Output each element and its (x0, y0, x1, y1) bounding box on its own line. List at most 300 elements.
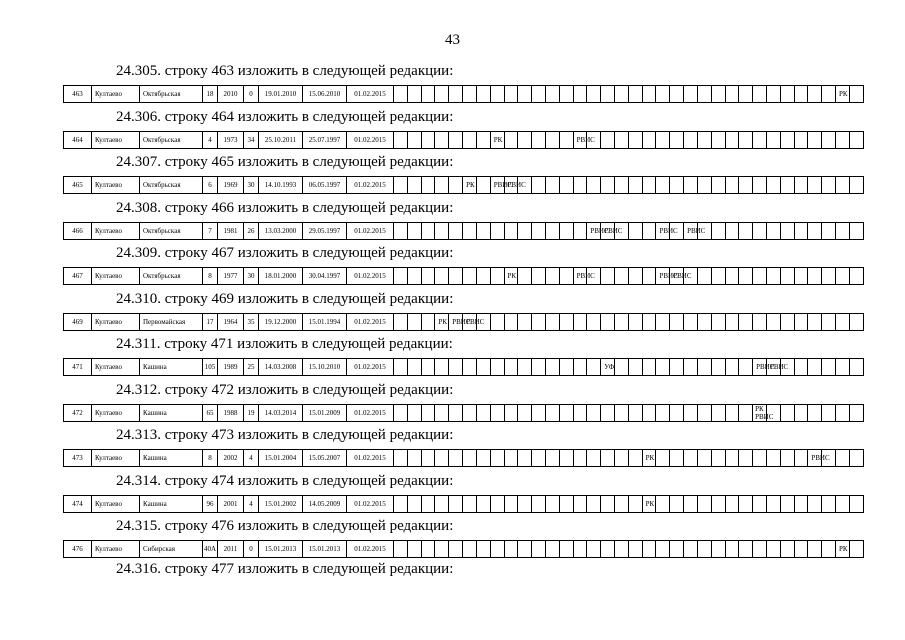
mark-cell: РВИС (601, 222, 615, 239)
empty-cell (394, 495, 408, 512)
table-row (64, 86, 864, 103)
empty-cell (711, 359, 725, 376)
table-cell: 30 (244, 177, 259, 194)
table-cell: 1977 (218, 268, 244, 285)
empty-cell (518, 86, 532, 103)
mark-cell: УФ (601, 359, 615, 376)
empty-cell (697, 404, 711, 421)
empty-cell (780, 450, 794, 467)
empty-cell (490, 450, 504, 467)
mark-cell: РВИС (504, 177, 518, 194)
section-heading: 24.314. строку 474 изложить в следующей редакции: (116, 472, 454, 489)
table-cell: 15.01.2004 (259, 450, 303, 467)
empty-cell (559, 359, 573, 376)
empty-cell (573, 177, 587, 194)
empty-cell (518, 222, 532, 239)
section-heading-last: 24.316. строку 477 изложить в следующей редакции: (116, 560, 454, 577)
table-row (64, 450, 864, 467)
empty-cell (532, 268, 546, 285)
empty-cell (697, 359, 711, 376)
empty-cell (628, 495, 642, 512)
empty-cell (836, 268, 850, 285)
empty-cell (849, 86, 863, 103)
table-cell: 01.02.2015 (347, 131, 394, 148)
empty-cell (545, 86, 559, 103)
empty-cell (628, 177, 642, 194)
empty-cell (407, 404, 421, 421)
empty-cell (836, 404, 850, 421)
table-cell: Култаево (92, 495, 140, 512)
table-cell: 2001 (218, 495, 244, 512)
table-cell: 25.07.1997 (303, 131, 347, 148)
empty-cell (739, 404, 753, 421)
empty-cell (615, 495, 629, 512)
table-cell: 18.01.2000 (259, 268, 303, 285)
empty-cell (753, 222, 767, 239)
table-cell: 471 (64, 359, 92, 376)
empty-cell (697, 131, 711, 148)
table-cell: 18 (203, 86, 218, 103)
empty-cell (518, 359, 532, 376)
table-cell: 474 (64, 495, 92, 512)
empty-cell (725, 313, 739, 330)
table-cell: 1989 (218, 359, 244, 376)
empty-cell (435, 268, 449, 285)
empty-cell (615, 359, 629, 376)
empty-cell (739, 450, 753, 467)
empty-cell (559, 495, 573, 512)
empty-cell (753, 313, 767, 330)
empty-cell (808, 359, 822, 376)
empty-cell (394, 541, 408, 558)
empty-cell (587, 404, 601, 421)
empty-cell (628, 86, 642, 103)
table-cell: Кашина (140, 359, 203, 376)
empty-cell (670, 495, 684, 512)
empty-cell (836, 131, 850, 148)
empty-cell (559, 131, 573, 148)
empty-cell (532, 86, 546, 103)
table-cell: 01.02.2015 (347, 450, 394, 467)
empty-cell (476, 86, 490, 103)
empty-cell (559, 450, 573, 467)
table-row (64, 359, 864, 376)
register-row-table (63, 267, 864, 285)
empty-cell (725, 131, 739, 148)
empty-cell (684, 131, 698, 148)
table-cell: 17 (203, 313, 218, 330)
empty-cell (808, 541, 822, 558)
mark-cell: РК (490, 131, 504, 148)
mark-cell: РВИС (573, 268, 587, 285)
empty-cell (573, 541, 587, 558)
empty-cell (504, 86, 518, 103)
empty-cell (697, 450, 711, 467)
empty-cell (421, 222, 435, 239)
table-cell: 463 (64, 86, 92, 103)
table-cell: 15.01.1994 (303, 313, 347, 330)
table-cell: Култаево (92, 313, 140, 330)
table-cell: 0 (244, 86, 259, 103)
empty-cell (573, 495, 587, 512)
empty-cell (711, 450, 725, 467)
empty-cell (601, 86, 615, 103)
empty-cell (656, 495, 670, 512)
empty-cell (822, 404, 836, 421)
empty-cell (766, 177, 780, 194)
empty-cell (435, 86, 449, 103)
empty-cell (449, 541, 463, 558)
empty-cell (725, 359, 739, 376)
empty-cell (587, 450, 601, 467)
empty-cell (615, 450, 629, 467)
table-cell: 01.02.2015 (347, 86, 394, 103)
empty-cell (739, 541, 753, 558)
register-row-table (63, 131, 864, 149)
empty-cell (601, 177, 615, 194)
empty-cell (822, 86, 836, 103)
table-cell: 466 (64, 222, 92, 239)
empty-cell (615, 313, 629, 330)
empty-cell (711, 268, 725, 285)
table-cell: 2011 (218, 541, 244, 558)
table-cell: 2002 (218, 450, 244, 467)
empty-cell (780, 404, 794, 421)
empty-cell (656, 177, 670, 194)
empty-cell (532, 495, 546, 512)
empty-cell (532, 359, 546, 376)
empty-cell (849, 313, 863, 330)
empty-cell (780, 131, 794, 148)
empty-cell (490, 495, 504, 512)
empty-cell (394, 450, 408, 467)
empty-cell (490, 541, 504, 558)
table-cell: 15.01.2013 (259, 541, 303, 558)
empty-cell (794, 450, 808, 467)
empty-cell (421, 541, 435, 558)
table-cell: 14.03.2008 (259, 359, 303, 376)
empty-cell (545, 541, 559, 558)
empty-cell (849, 404, 863, 421)
table-cell: Сибирская (140, 541, 203, 558)
empty-cell (463, 222, 477, 239)
empty-cell (822, 359, 836, 376)
table-cell: 19.01.2010 (259, 86, 303, 103)
table-cell: Октябрьская (140, 131, 203, 148)
register-row-table (63, 540, 864, 558)
empty-cell (615, 268, 629, 285)
empty-cell (421, 495, 435, 512)
empty-cell (518, 131, 532, 148)
empty-cell (545, 404, 559, 421)
empty-cell (504, 495, 518, 512)
section-heading: 24.311. строку 471 изложить в следующей редакции: (116, 336, 453, 352)
empty-cell (587, 313, 601, 330)
empty-cell (725, 86, 739, 103)
empty-cell (601, 404, 615, 421)
empty-cell (628, 404, 642, 421)
empty-cell (794, 541, 808, 558)
table-cell: Култаево (92, 404, 140, 421)
empty-cell (421, 313, 435, 330)
table-cell: 7 (203, 222, 218, 239)
empty-cell (670, 313, 684, 330)
empty-cell (739, 86, 753, 103)
empty-cell (670, 541, 684, 558)
table-cell: 1981 (218, 222, 244, 239)
table-cell: 105 (203, 359, 218, 376)
empty-cell (421, 177, 435, 194)
table-cell: 4 (244, 450, 259, 467)
empty-cell (407, 86, 421, 103)
empty-cell (780, 268, 794, 285)
empty-cell (753, 177, 767, 194)
mark-cell: РК (836, 541, 850, 558)
empty-cell (518, 450, 532, 467)
empty-cell (849, 450, 863, 467)
empty-cell (449, 495, 463, 512)
empty-cell (642, 541, 656, 558)
empty-cell (836, 359, 850, 376)
empty-cell (670, 86, 684, 103)
empty-cell (407, 495, 421, 512)
register-row-table (63, 449, 864, 467)
empty-cell (587, 359, 601, 376)
table-cell: 15.06.2010 (303, 86, 347, 103)
empty-cell (532, 404, 546, 421)
register-row-table (63, 404, 864, 422)
table-cell: 473 (64, 450, 92, 467)
table-cell: 13.03.2000 (259, 222, 303, 239)
table-cell: 96 (203, 495, 218, 512)
register-row-table (63, 495, 864, 513)
table-cell: 01.02.2015 (347, 313, 394, 330)
mark-cell: РК (642, 450, 656, 467)
empty-cell (711, 222, 725, 239)
table-cell: Октябрьская (140, 177, 203, 194)
empty-cell (670, 131, 684, 148)
table-cell: 4 (203, 131, 218, 148)
empty-cell (725, 450, 739, 467)
table-cell: 472 (64, 404, 92, 421)
empty-cell (394, 359, 408, 376)
empty-cell (656, 359, 670, 376)
empty-cell (476, 177, 490, 194)
empty-cell (545, 268, 559, 285)
empty-cell (725, 177, 739, 194)
empty-cell (642, 177, 656, 194)
empty-cell (794, 495, 808, 512)
empty-cell (532, 541, 546, 558)
empty-cell (684, 313, 698, 330)
register-row-table (63, 222, 864, 240)
empty-cell (449, 177, 463, 194)
empty-cell (628, 268, 642, 285)
table-cell: 464 (64, 131, 92, 148)
empty-cell (822, 313, 836, 330)
section-heading: 24.308. строку 466 изложить в следующей редакции: (116, 199, 454, 216)
table-row (64, 222, 864, 239)
empty-cell (808, 313, 822, 330)
empty-cell (490, 404, 504, 421)
empty-cell (739, 131, 753, 148)
table-cell: 469 (64, 313, 92, 330)
table-cell: Култаево (92, 268, 140, 285)
empty-cell (463, 495, 477, 512)
empty-cell (822, 541, 836, 558)
table-cell: 2010 (218, 86, 244, 103)
empty-cell (711, 404, 725, 421)
empty-cell (545, 131, 559, 148)
empty-cell (766, 450, 780, 467)
empty-cell (766, 541, 780, 558)
empty-cell (545, 359, 559, 376)
empty-cell (697, 177, 711, 194)
table-row (64, 313, 864, 330)
empty-cell (545, 495, 559, 512)
empty-cell (670, 359, 684, 376)
empty-cell (822, 131, 836, 148)
empty-cell (725, 495, 739, 512)
empty-cell (421, 404, 435, 421)
table-cell: 01.02.2015 (347, 222, 394, 239)
table-cell: 30.04.1997 (303, 268, 347, 285)
table-cell: 35 (244, 313, 259, 330)
mark-cell: РК (463, 177, 477, 194)
table-cell: Култаево (92, 222, 140, 239)
table-cell: 1964 (218, 313, 244, 330)
empty-cell (739, 222, 753, 239)
empty-cell (753, 131, 767, 148)
table-cell: 465 (64, 177, 92, 194)
empty-cell (780, 495, 794, 512)
empty-cell (545, 450, 559, 467)
table-cell: Култаево (92, 177, 140, 194)
register-row-table (63, 85, 864, 103)
empty-cell (449, 86, 463, 103)
table-cell: Култаево (92, 131, 140, 148)
empty-cell (518, 313, 532, 330)
table-cell: 8 (203, 450, 218, 467)
empty-cell (435, 450, 449, 467)
table-cell: 19.12.2000 (259, 313, 303, 330)
empty-cell (849, 131, 863, 148)
empty-cell (435, 222, 449, 239)
table-cell: Октябрьская (140, 222, 203, 239)
empty-cell (753, 268, 767, 285)
empty-cell (532, 131, 546, 148)
table-cell: Култаево (92, 541, 140, 558)
empty-cell (394, 313, 408, 330)
empty-cell (739, 313, 753, 330)
empty-cell (407, 131, 421, 148)
empty-cell (656, 450, 670, 467)
empty-cell (601, 131, 615, 148)
empty-cell (615, 541, 629, 558)
empty-cell (490, 222, 504, 239)
empty-cell (573, 359, 587, 376)
empty-cell (449, 131, 463, 148)
empty-cell (463, 268, 477, 285)
empty-cell (836, 177, 850, 194)
table-cell: Култаево (92, 450, 140, 467)
empty-cell (766, 313, 780, 330)
empty-cell (670, 177, 684, 194)
mark-cell: РВИС (670, 268, 684, 285)
table-cell: 01.02.2015 (347, 495, 394, 512)
empty-cell (532, 222, 546, 239)
section-heading: 24.310. строку 469 изложить в следующей редакции: (116, 290, 454, 307)
mark-cell: РВИС (766, 359, 780, 376)
empty-cell (670, 450, 684, 467)
table-cell: 06.05.1997 (303, 177, 347, 194)
empty-cell (476, 268, 490, 285)
empty-cell (766, 131, 780, 148)
empty-cell (684, 359, 698, 376)
empty-cell (753, 450, 767, 467)
mark-cell: РВИС (449, 313, 463, 330)
empty-cell (642, 404, 656, 421)
empty-cell (753, 86, 767, 103)
empty-cell (587, 541, 601, 558)
table-cell: 34 (244, 131, 259, 148)
empty-cell (739, 268, 753, 285)
mark-cell: РВИС (684, 222, 698, 239)
empty-cell (808, 86, 822, 103)
empty-cell (836, 495, 850, 512)
empty-cell (794, 268, 808, 285)
empty-cell (435, 404, 449, 421)
empty-cell (559, 177, 573, 194)
empty-cell (421, 450, 435, 467)
table-cell: 29.05.1997 (303, 222, 347, 239)
table-cell: 15.10.2010 (303, 359, 347, 376)
section-heading: 24.305. строку 463 изложить в следующей редакции: (116, 63, 454, 79)
empty-cell (739, 495, 753, 512)
table-cell: Октябрьская (140, 86, 203, 103)
empty-cell (849, 495, 863, 512)
empty-cell (449, 359, 463, 376)
table-cell: 01.02.2015 (347, 359, 394, 376)
empty-cell (601, 450, 615, 467)
section-heading: 24.306. строку 464 изложить в следующей редакции: (116, 108, 454, 125)
empty-cell (849, 177, 863, 194)
empty-cell (394, 404, 408, 421)
mark-cell: РК (435, 313, 449, 330)
empty-cell (407, 541, 421, 558)
empty-cell (490, 359, 504, 376)
table-row (64, 131, 864, 148)
empty-cell (559, 404, 573, 421)
empty-cell (642, 313, 656, 330)
empty-cell (753, 495, 767, 512)
empty-cell (407, 268, 421, 285)
register-row-table (63, 176, 864, 194)
empty-cell (435, 177, 449, 194)
section-heading: 24.312. строку 472 изложить в следующей редакции: (116, 381, 454, 398)
empty-cell (697, 495, 711, 512)
empty-cell (794, 86, 808, 103)
table-cell: 1973 (218, 131, 244, 148)
empty-cell (642, 86, 656, 103)
empty-cell (518, 268, 532, 285)
empty-cell (794, 313, 808, 330)
empty-cell (587, 86, 601, 103)
empty-cell (504, 541, 518, 558)
table-cell: 14.03.2014 (259, 404, 303, 421)
empty-cell (753, 541, 767, 558)
empty-cell (684, 86, 698, 103)
